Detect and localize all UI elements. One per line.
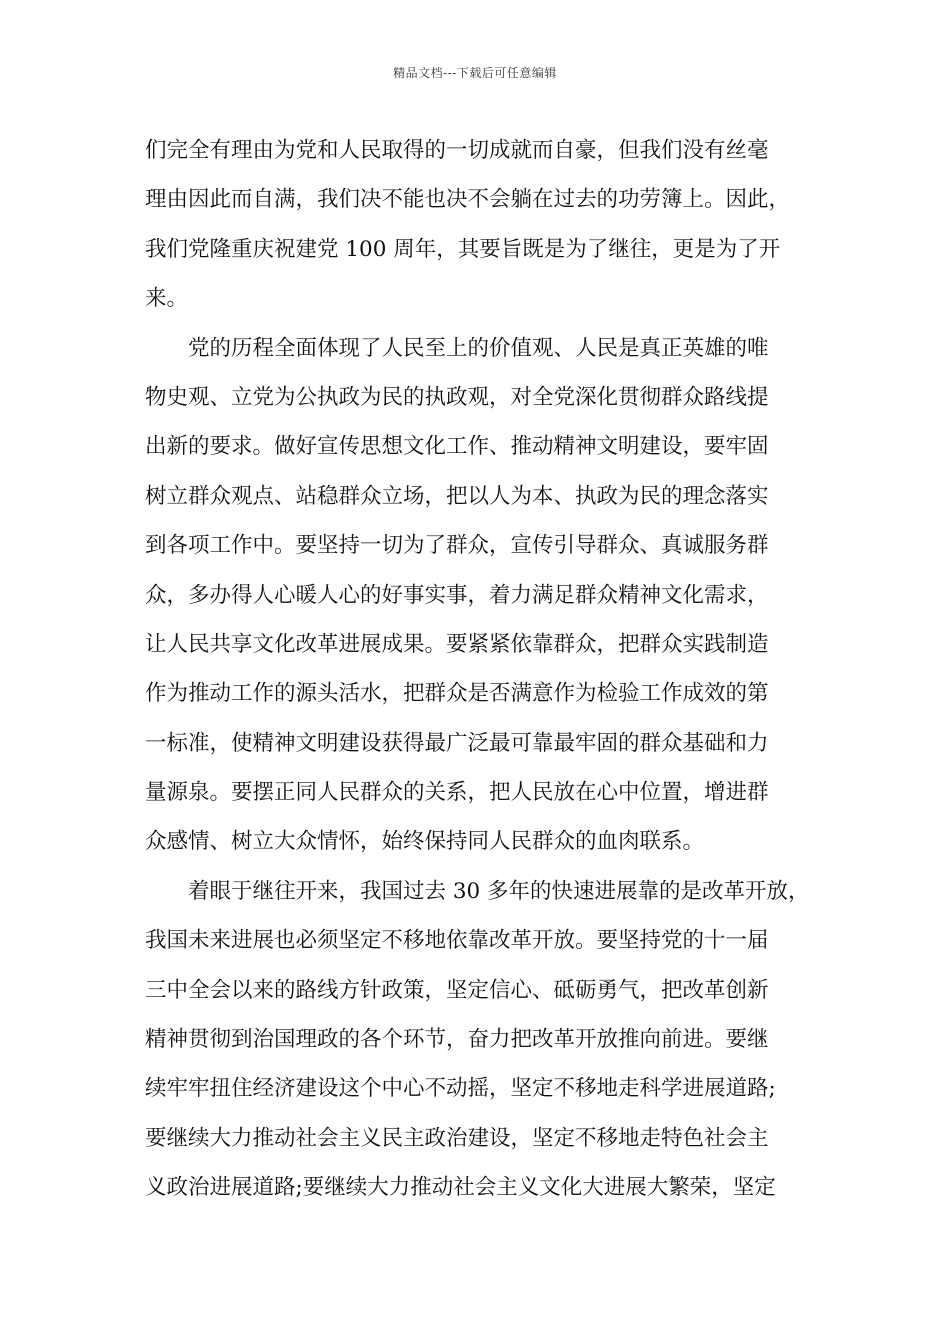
text-line: 众感情、树立大众情怀，始终保持同人民群众的血肉联系。 (145, 829, 705, 855)
text-line: 让人民共享文化改革进展成果。要紧紧依靠群众，把群众实践制造 (145, 631, 769, 657)
text-line: 续牢牢扭住经济建设这个中心不动摇，坚定不移地走科学进展道路; (145, 1076, 776, 1102)
body-text (145, 126, 815, 1213)
text-line: 众，多办得人心暖人心的好事实事，着力满足群众精神文化需求， (145, 582, 769, 608)
text-line: 量源泉。要摆正同人民群众的关系，把人民放在心中位置，增进群 (145, 780, 769, 806)
text-line: 物史观、立党为公执政为民的执政观，对全党深化贯彻群众路线提 (145, 384, 769, 410)
text-line: 党的历程全面体现了人民至上的价值观、人民是真正英雄的唯 (145, 335, 769, 361)
text-line: 作为推动工作的源头活水，把群众是否满意作为检验工作成效的第 (145, 681, 769, 707)
text-line: 义政治进展道路;要继续大力推动社会主义文化大进展大繁荣，坚定 (145, 1175, 776, 1201)
text-line: 我国未来进展也必须坚定不移地依靠改革开放。要坚持党的十一届 (145, 928, 769, 954)
page-header: 精品文档---下载后可任意编辑 (393, 66, 557, 80)
text-line: 们完全有理由为党和人民取得的一切成就而自豪，但我们没有丝毫 (145, 138, 769, 163)
text-line: 树立群众观点、站稳群众立场，把以人为本、执政为民的理念落实 (145, 483, 769, 509)
text-line: 我们党隆重庆祝建党 100 周年，其要旨既是为了继往，更是为了开 (145, 236, 781, 262)
text-line: 着眼于继往开来，我国过去 30 多年的快速进展靠的是改革开放， (145, 878, 810, 904)
text-line: 一标准，使精神文明建设获得最广泛最可靠最牢固的群众基础和力 (145, 730, 769, 756)
text-line: 精神贯彻到治国理政的各个环节，奋力把改革开放推向前进。要继 (145, 1027, 769, 1053)
text-line: 三中全会以来的路线方针政策，坚定信心、砥砺勇气，把改革创新 (145, 977, 769, 1003)
text-line: 理由因此而自满，我们决不能也决不会躺在过去的功劳簿上。因此， (145, 187, 791, 213)
text-line: 要继续大力推动社会主义民主政治建设，坚定不移地走特色社会主 (145, 1125, 769, 1151)
text-line: 出新的要求。做好宣传思想文化工作、推动精神文明建设，要牢固 (145, 434, 769, 460)
text-line: 来。 (145, 286, 189, 312)
text-line: 到各项工作中。要坚持一切为了群众，宣传引导群众、真诚服务群 (145, 533, 769, 559)
